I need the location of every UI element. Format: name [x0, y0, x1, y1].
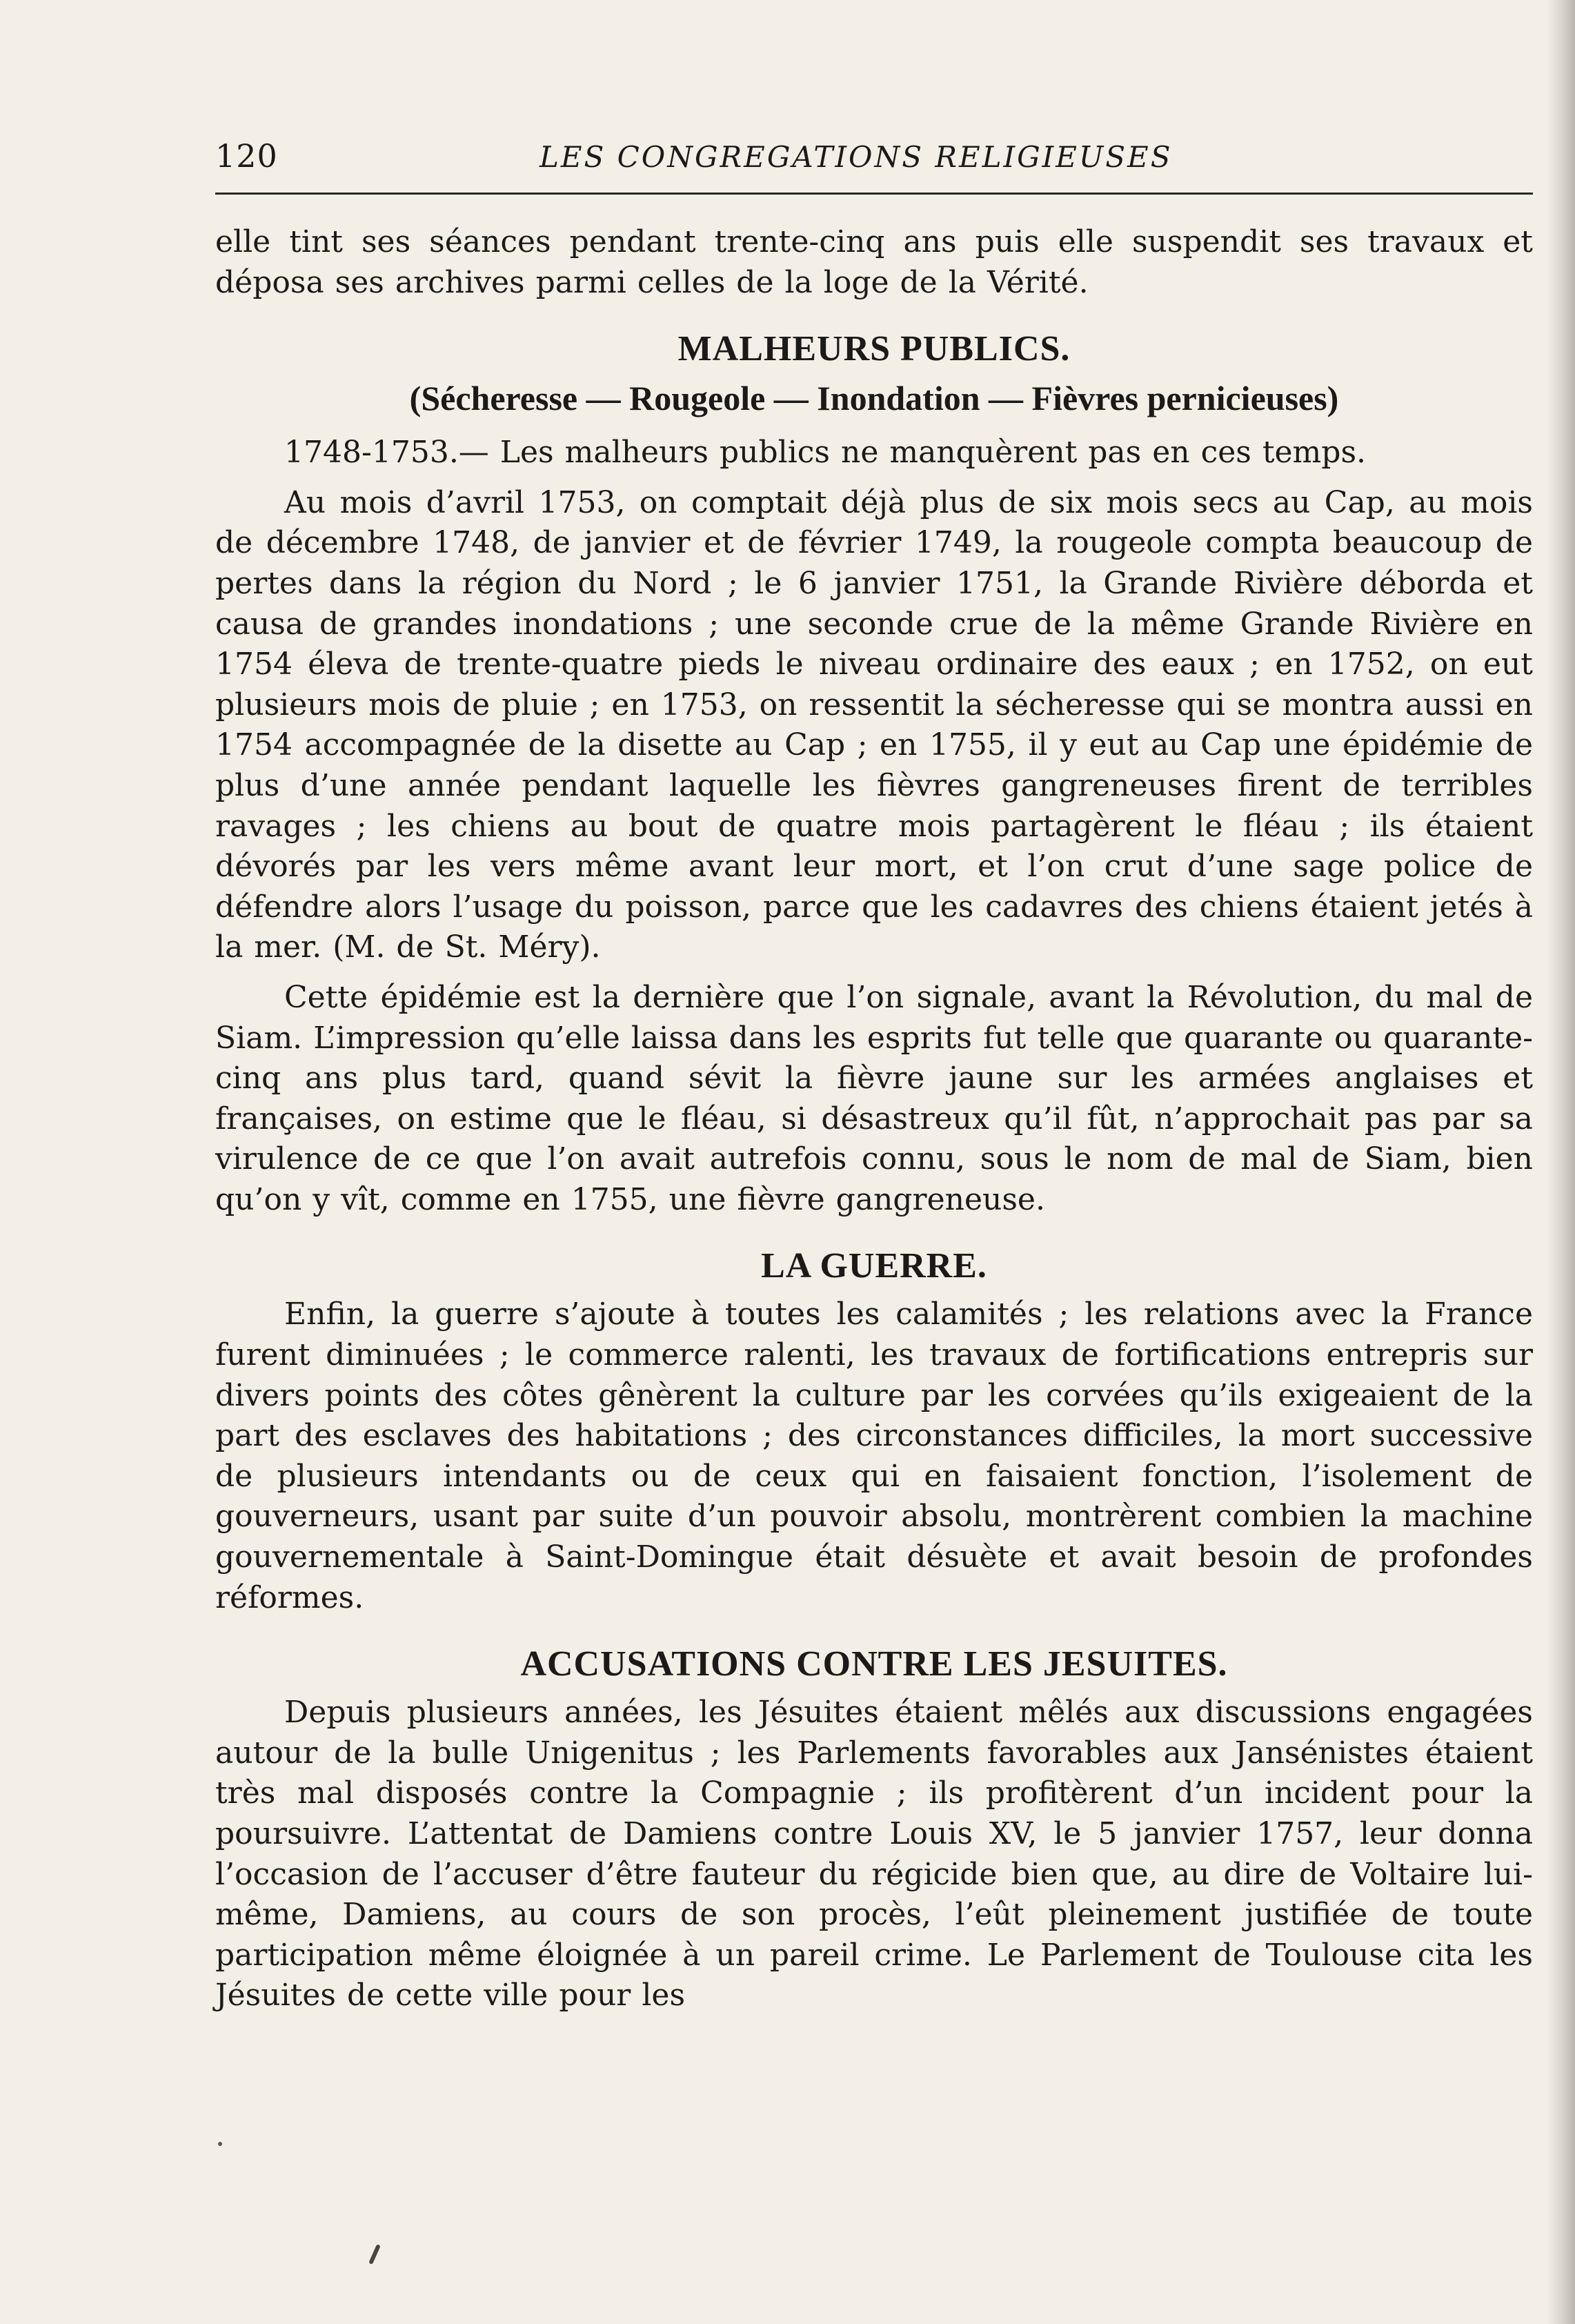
paragraph-epidemic: Cette épidémie est la dernière que l’on signale, avant la Révolution, du mal de Siam. L’impression qu’elle laissa dans les esprits fut telle que quarante ou quarante-cinq ans plus tard, quand sévit la fièvre jaune sur les armées anglaises et françaises, on estime que le fléau, si désastreux qu’il fût, n’approchait pas par sa virulence de ce que l’on avait autrefois connu, sous le nom de mal de Siam, bien qu’on y vît, comme en 1755, une fièvre gangreneuse. — [215, 979, 1533, 1217]
paper-speck — [218, 2142, 222, 2146]
heading-la-guerre: LA GUERRE. — [761, 1246, 987, 1286]
heading-malheurs-publics: MALHEURS PUBLICS. — [677, 329, 1071, 369]
heading-accusations-jesuites: ACCUSATIONS CONTRE LES JESUITES. — [520, 1644, 1228, 1684]
paragraph-jesuits: Depuis plusieurs années, les Jésuites étaient mêlés aux discussions engagées autour de la bulle Unigenitus ; les Parlements favorables aux Jansénistes étaient très mal disposés contre la Compagnie ; ils profitèrent d’un incident pour la poursuivre. L’attentat de Damiens contre Louis XV, le 5 janvier 1757, leur donna l’occasion de l’accuser d’être fauteur du régicide bien que, au dire de Voltaire lui-même, Damiens, au cours de son procès, l’eût pleinement justifiée de toute participation même éloignée à un pareil crime. Le Parlement de Toulouse cita les Jésuites de cette ville pour les — [215, 1695, 1533, 2013]
pencil-mark — [368, 2244, 381, 2265]
running-header — [215, 135, 1533, 195]
book-page — [215, 135, 1533, 2026]
subheading-malheurs-publics: (Sécheresse — Rougeole — Inondation — Fièvres pernicieuses) — [409, 379, 1339, 418]
body-text — [215, 222, 1533, 2016]
paragraph-calamities: Au mois d’avril 1753, on comptait déjà plus de six mois secs au Cap, au mois de décembre 1748, de janvier et de février 1749, la rougeole compta beaucoup de pertes dans la région du Nord ; le 6 janvier 1751, la Grande Rivière déborda et causa de grandes inondations ; une seconde crue de la même Grande Rivière en 1754 éleva de trente-quatre pieds le niveau ordinaire des eaux ; en 1752, on eut plusieurs mois de pluie ; en 1753, on ressentit la sécheresse qui se montra aussi en 1754 accompagnée de la disette au Cap ; en 1755, il y eut au Cap une épidémie de plus d’une année pendant laquelle les fièvres gangreneuses firent de terribles ravages ; les chiens au bout de quatre mois partagèrent le fléau ; ils étaient dévorés par les vers même avant leur mort, et l’on crut d’une sage police de défendre alors l’usage du poisson, parce que les cadavres des chiens étaient jetés à la mer. (M. de St. Méry). — [215, 484, 1533, 965]
page-edge-shadow — [1546, 0, 1575, 2324]
paragraph-continuation: elle tint ses séances pendant trente-cinq ans puis elle suspendit ses travaux et déposa ses archives parmi celles de la loge de la Vérité. — [215, 224, 1533, 300]
running-title: LES CONGREGATIONS RELIGIEUSES — [539, 140, 1173, 174]
paragraph-war: Enfin, la guerre s’ajoute à toutes les calamités ; les relations avec la France furent diminuées ; le commerce ralenti, les travaux de fortifications entrepris sur divers points des côtes gênèrent la culture par les corvées qu’ils exigeaient de la part des esclaves des habitations ; des circonstances difficiles, la mort successive de plusieurs intendants ou de ceux qui en faisaient fonction, l’isolement de gouverneurs, usant par suite d’un pouvoir absolu, montrèrent combien la machine gouvernementale à Saint-Domingue était désuète et avait besoin de profondes réformes. — [215, 1297, 1533, 1615]
page-number: 120 — [215, 137, 278, 175]
paragraph-dates: 1748-1753.— Les malheurs publics ne manquèrent pas en ces temps. — [284, 435, 1367, 471]
